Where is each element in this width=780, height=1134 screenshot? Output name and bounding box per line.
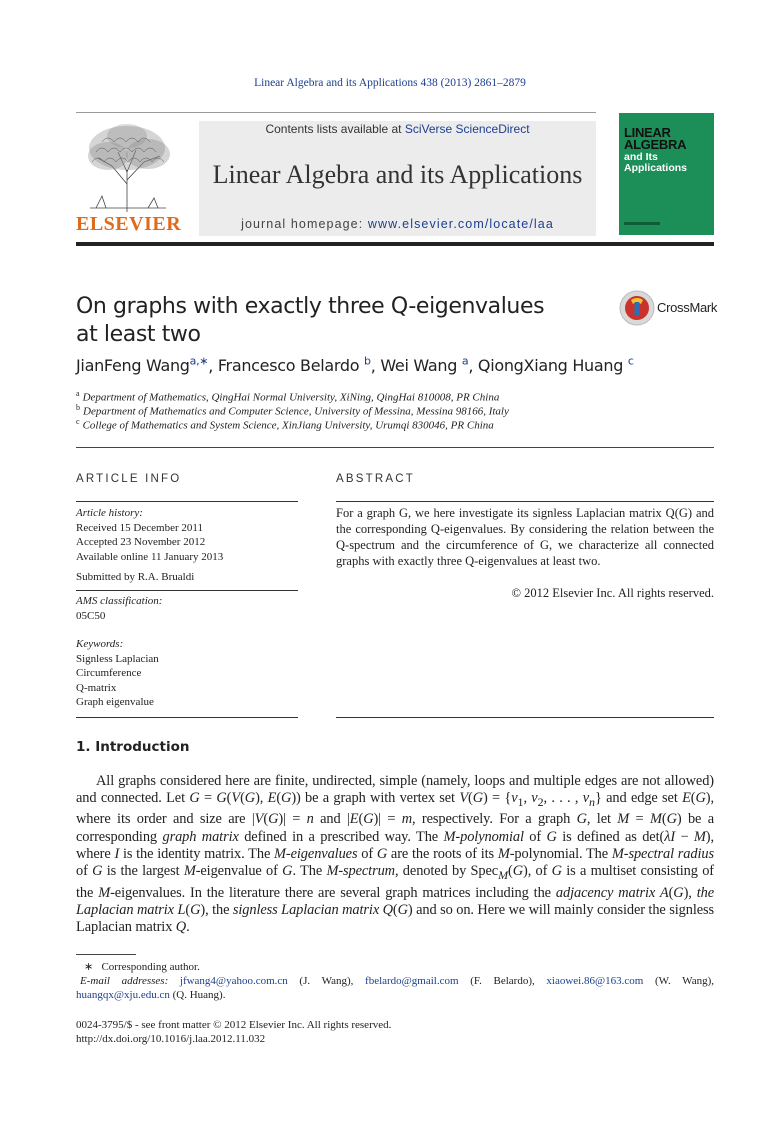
affiliation-b: $^b$ Department of Mathematics and Computer Science, University of Messina, Messina 98166, Italy	[76, 403, 509, 418]
homepage-link[interactable]: www.elsevier.com/locate/laa	[367, 217, 554, 231]
cover-line-2: ALGEBRA	[624, 137, 687, 152]
abstract-rule-top	[336, 501, 714, 502]
crossmark-icon	[619, 290, 655, 326]
article-info-rule-1	[76, 501, 298, 502]
author-4[interactable]: QiongXiang Huang $^c$	[477, 355, 634, 376]
email-label: E-mail addresses:	[80, 975, 180, 987]
cover-bar	[624, 222, 660, 225]
contents-line	[199, 122, 596, 136]
cover-line-1: LINEAR	[624, 125, 671, 140]
contents-prefix: Contents lists available at	[265, 122, 405, 136]
article-info-rule-2	[76, 590, 298, 591]
keyword-item: Q-matrix	[76, 681, 117, 694]
abstract-text: For a graph G, we here investigate its signless Laplacian matrix Q(G) and the corresponding Q-eigenvalues. By considering the relation between the Q-spectrum and the circumference of G, we characterize all connected graphs with exactly three Q-eigenvalues at least two.	[336, 506, 714, 568]
paper-title	[76, 293, 596, 349]
section-heading-introduction: 1. Introduction	[76, 739, 190, 755]
footnote-rule	[76, 954, 136, 955]
homepage-line	[199, 217, 596, 231]
ams-code: 05C50	[76, 609, 106, 622]
affiliation-c: $^c$ College of Mathematics and System Science, XinJiang University, Urumqi 830046, PR China	[76, 417, 494, 432]
header-top-rule	[76, 112, 596, 113]
crossmark-label: CrossMark	[657, 300, 718, 315]
author-3[interactable]: Wei Wang $^a$	[380, 355, 469, 376]
cover-line-3: and Its	[624, 151, 658, 163]
issn-line: 0024-3795/$ - see front matter © 2012 Elsevier Inc. All rights reserved.	[76, 1019, 392, 1031]
keywords-label: Keywords:	[76, 638, 124, 650]
keyword-item: Signless Laplacian	[76, 652, 159, 665]
affiliation-a: $^a$ Department of Mathematics, QingHai Normal University, XiNing, QingHai 810008, PR China	[76, 389, 500, 404]
keyword-item: Graph eigenvalue	[76, 696, 154, 708]
abstract-label: ABSTRACT	[336, 473, 415, 485]
online-date: Available online 11 January 2013	[76, 550, 224, 563]
journal-title: Linear Algebra and its Applications	[212, 160, 583, 189]
article-info-rule-3	[76, 717, 298, 718]
homepage-prefix: journal homepage:	[241, 217, 368, 231]
keyword-item: Circumference	[76, 667, 142, 679]
sciencedirect-link[interactable]: SciVerse ScienceDirect	[404, 122, 530, 136]
header-thick-rule	[76, 242, 714, 246]
submitted-by: Submitted by R.A. Brualdi	[76, 571, 195, 583]
elsevier-wordmark: ELSEVIER	[76, 213, 182, 235]
email-link[interactable]: xiaowei.86@163.com	[546, 975, 644, 987]
received-date: Received 15 December 2011	[76, 521, 203, 534]
author-list: JianFeng Wang$^{a,∗}$, Francesco Belardo $^b$, Wei Wang $^a$, QiongXiang Huang $^c$	[76, 355, 634, 376]
doi-link[interactable]: http://dx.doi.org/10.1016/j.laa.2012.11.032	[76, 1033, 266, 1045]
section-divider	[76, 447, 714, 448]
author-1[interactable]: JianFeng Wang$^{a,∗}$	[76, 355, 209, 376]
corresponding-text: Corresponding author.	[101, 961, 200, 973]
keywords	[76, 637, 298, 710]
introduction-paragraph: All graphs considered here are finite, undirected, simple (namely, loops and multiple edges are not allowed) and connected. Let G = G(V(G), E(G)) be a graph with vertex set $V(G) = \{v_1$, $v_2$, . . . , $v_n$} and edge set E(G), where its order and size are |V(G)| = n and |E(G)| = m, respectively. For a graph G, let M = M(G) be a corresponding graph matrix defined in a prescribed way. The M-polynomial of G is defined as det(λI − M), where I is the identity matrix. The M-eigenvalues of G are the roots of its M-polynomial. The M-spectral radius of G is the largest M-eigenvalue of G. The M-spectrum, denoted by Spec$_M$(G), of G is a multiset consisting of the M-eigenvalues. In the literature there are several graph matrices including the adjacency matrix A(G), the Laplacian matrix L(G), the signless Laplacian matrix Q(G) and so on. Here we will mainly consider the signless Laplacian matrix Q.	[76, 773, 715, 936]
journal-reference[interactable]: Linear Algebra and its Applications 438 (2013) 2861–2879	[254, 77, 526, 89]
abstract-copyright: © 2012 Elsevier Inc. All rights reserved.	[511, 586, 714, 600]
email-link[interactable]: huangqx@xju.edu.cn	[76, 989, 170, 1001]
cover-line-4: Applications	[624, 162, 688, 174]
email-link[interactable]: fbelardo@gmail.com	[365, 975, 459, 987]
article-info-label: ARTICLE INFO	[76, 473, 182, 485]
tree-icon	[76, 122, 178, 214]
journal-cover[interactable]	[619, 113, 714, 235]
accepted-date: Accepted 23 November 2012	[76, 536, 206, 548]
ams-label: AMS classification:	[76, 595, 163, 607]
paper-title-line-1: On graphs with exactly three Q-eigenvalues	[76, 294, 545, 319]
article-history	[76, 506, 298, 564]
abstract-rule-bottom	[336, 717, 714, 718]
elsevier-logo	[76, 122, 182, 236]
corresponding-author-note	[76, 960, 714, 974]
ams-classification	[76, 594, 298, 623]
email-link[interactable]: jfwang4@yahoo.com.cn	[179, 975, 288, 987]
paper-title-line-2: at least two	[76, 322, 201, 347]
history-label: Article history:	[76, 507, 143, 519]
email-addresses: E-mail addresses: jfwang4@yahoo.com.cn (J. Wang), fbelardo@gmail.com (F. Belardo), xiaowei.86@163.com (W. Wang), huangqx@xju.edu.cn (Q. Huang).	[76, 975, 714, 1001]
crossmark-badge[interactable]	[619, 290, 719, 326]
author-2[interactable]: Francesco Belardo $^b$	[217, 355, 371, 376]
corresponding-mark: ∗	[84, 961, 94, 973]
